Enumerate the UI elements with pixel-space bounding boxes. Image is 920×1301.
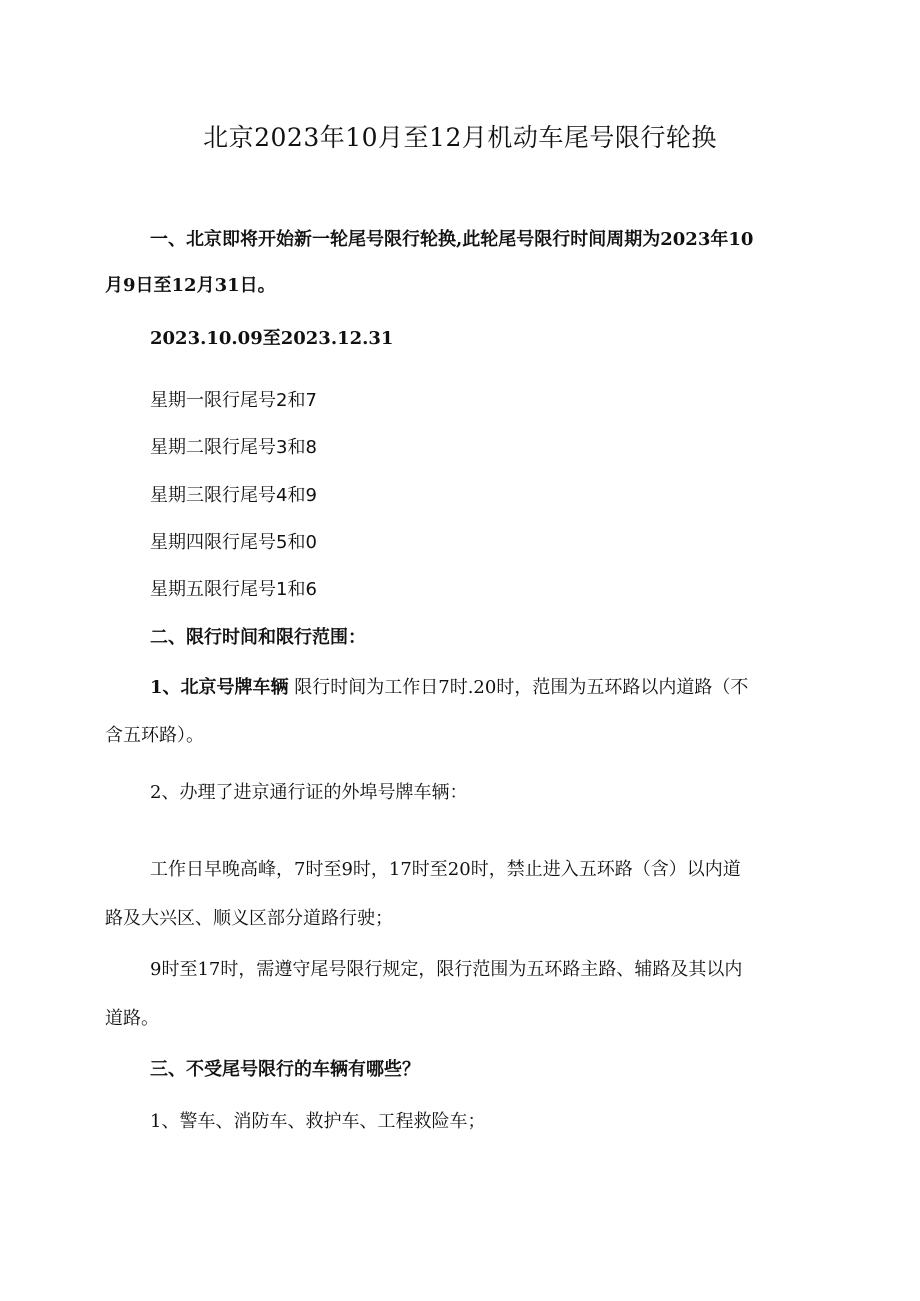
schedule-wednesday: 星期三限行尾号4和9 <box>150 485 317 506</box>
schedule-friday: 星期五限行尾号1和6 <box>150 579 317 600</box>
section3-heading: 三、不受尾号限行的车辆有哪些？ <box>150 1059 420 1080</box>
schedule-thursday: 星期四限行尾号5和0 <box>150 532 317 553</box>
section3-item1: 1、警车、消防车、救护车、工程救险车； <box>150 1111 486 1132</box>
section2-para2-line1: 9时至17时，需遵守尾号限行规定，限行范围为五环路主路、辅路及其以内 <box>150 959 743 980</box>
section1-line2: 月9日至12月31日。 <box>105 275 276 296</box>
schedule-monday: 星期一限行尾号2和7 <box>150 390 317 411</box>
section2-item1 <box>150 676 748 700</box>
section2-item1-label: 1、北京号牌车辆 <box>150 677 289 698</box>
section2-heading: 二、限行时间和限行范围： <box>150 627 366 648</box>
schedule-tuesday: 星期二限行尾号3和8 <box>150 437 317 458</box>
section2-para1-line2: 路及大兴区、顺义区部分道路行驶； <box>105 908 393 929</box>
section2-para2-line2: 道路。 <box>105 1008 159 1029</box>
document-title: 北京2023年10月至12月机动车尾号限行轮换 <box>203 123 717 152</box>
section2-item1-text: 限行时间为工作日7时.20时，范围为五环路以内道路（不 <box>288 677 749 698</box>
section2-item2: 2、办理了进京通行证的外埠号牌车辆： <box>150 782 468 803</box>
section2-item1-line2: 含五环路）。 <box>105 725 204 746</box>
section1-line1: 一、北京即将开始新一轮尾号限行轮换,此轮尾号限行时间周期为2023年10 <box>150 229 754 250</box>
section2-para1-line1: 工作日早晚高峰，7时至9时，17时至20时，禁止进入五环路（含）以内道 <box>150 859 741 880</box>
restriction-period: 2023.10.09至2023.12.31 <box>150 328 394 349</box>
